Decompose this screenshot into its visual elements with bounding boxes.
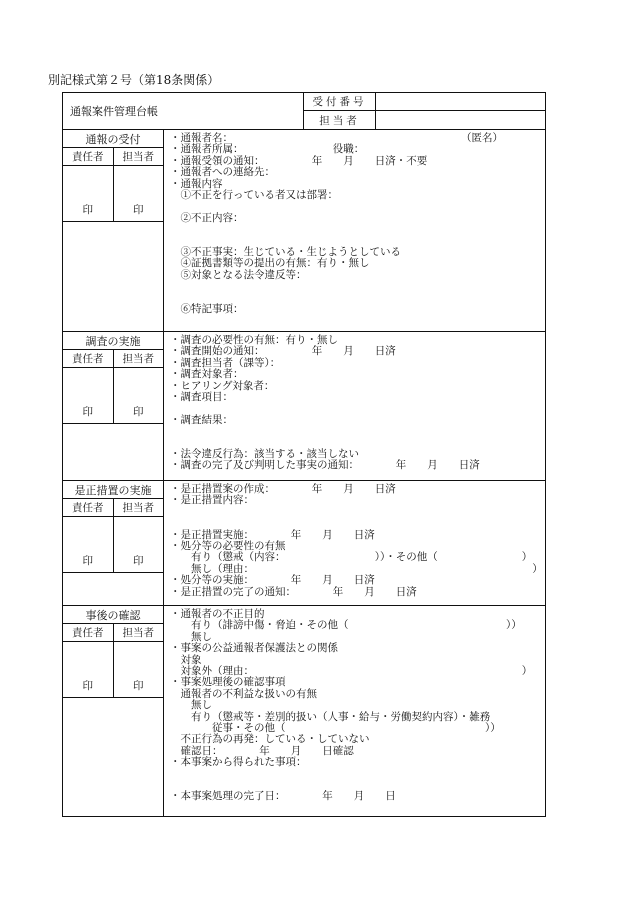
content-line: ・通報内容: [170, 177, 223, 190]
role-row: [63, 499, 163, 517]
role-row: [63, 148, 163, 166]
staff-label: 担当者: [122, 502, 154, 514]
ledger-title: 通報案件管理台帳: [63, 93, 304, 129]
content-line: ③不正事実：生じている・生じようとしている: [170, 246, 401, 258]
role-row: [63, 624, 163, 642]
content-line: ⑤対象となる法令違反等：: [170, 268, 307, 281]
section-title: 通報の受付: [63, 130, 163, 148]
content-line: ・通報者名：: [170, 132, 233, 144]
content-line: 不正行為の再発：している・していない: [170, 733, 370, 746]
manager-label: 責任者: [63, 499, 114, 516]
form-number-heading: 別記様式第２号（第18条関係）: [48, 73, 220, 87]
section-follow-up: [63, 606, 545, 816]
content-line: ・調査開始の通知： 年 月 日済: [170, 345, 396, 358]
manager-label: 責任者: [63, 148, 114, 165]
section-content: [164, 332, 545, 480]
content-line: ・ヒアリング対象者：: [170, 379, 275, 392]
staff-seal[interactable]: 印: [133, 680, 144, 692]
content-line: ・本事案処理の完了日： 年 月 日: [170, 790, 396, 803]
section-title: 事後の確認: [63, 606, 163, 624]
section-investigation: [63, 332, 545, 481]
content-line: ・調査の必要性の有無：有り・無し: [170, 334, 338, 346]
content-line: ①不正を行っている者又は部署：: [170, 189, 338, 201]
manager-seal[interactable]: 印: [63, 517, 114, 572]
content-line: ・是正措置実施： 年 月 日済: [170, 528, 375, 541]
content-line: ・処分等の必要性の有無: [170, 540, 286, 552]
seal-row: [63, 166, 163, 222]
content-line: 有り（誹謗中傷・脅迫・その他（ ））: [170, 619, 522, 632]
content-line: ・処分等の実施： 年 月 日済: [170, 574, 375, 587]
ledger-header-row: [63, 93, 545, 130]
content-line: ・調査項目：: [170, 391, 233, 403]
manager-label: 責任者: [63, 350, 114, 367]
content-line: 無し: [170, 630, 212, 643]
section-content: [164, 130, 545, 331]
receipt-number-field[interactable]: [376, 93, 545, 111]
section-content: [164, 481, 545, 605]
content-line: 確認日： 年 月 日確認: [170, 744, 354, 757]
content-line: ・通報者への連絡先：: [170, 166, 275, 179]
content-line: ・通報受領の通知： 年 月 日済・不要: [170, 154, 428, 167]
staff-label: 担当者: [122, 627, 154, 639]
manager-seal[interactable]: 印: [63, 642, 114, 697]
staff-seal[interactable]: 印: [133, 555, 144, 567]
content-line: ・本事案から得られた事項：: [170, 756, 307, 769]
content-line: ・調査結果：: [170, 413, 233, 426]
section-corrective-action: [63, 481, 545, 606]
content-line: 従事・その他（ ））: [170, 722, 501, 734]
content-line: ②不正内容：: [170, 211, 244, 224]
header-values: [376, 93, 545, 129]
person-in-charge-label: 担当者: [319, 114, 360, 127]
staff-label: 担当者: [122, 353, 154, 365]
approval-cell: [63, 332, 164, 480]
receipt-number-label: 受付番号: [304, 93, 375, 111]
anonymous-note: （匿名）: [461, 132, 503, 144]
approval-cell: [63, 606, 164, 816]
content-line: ⑥特記事項：: [170, 303, 244, 315]
content-line: 有り（懲戒（内容： ））・その他（ ）: [170, 551, 533, 564]
manager-seal[interactable]: 印: [63, 368, 114, 423]
section-content: [164, 606, 545, 816]
role-row: [63, 350, 163, 368]
content-line: ・事案の公益通報者保護法との関係: [170, 642, 338, 655]
approval-cell: [63, 130, 164, 331]
staff-seal[interactable]: 印: [133, 204, 144, 216]
content-line: ④証拠書類等の提出の有無：有り・無し: [170, 257, 370, 270]
person-in-charge-field[interactable]: [376, 111, 545, 129]
content-line: ・是正措置内容：: [170, 494, 254, 507]
content-line: 無し: [170, 699, 212, 712]
content-line: 無し（理由： ）: [170, 562, 543, 575]
manager-seal[interactable]: 印: [63, 166, 114, 221]
content-line: ・調査対象者：: [170, 368, 244, 381]
seal-row: [63, 642, 163, 698]
content-line: 対象外（理由： ）: [170, 665, 533, 677]
content-line: ・事案処理後の確認事項: [170, 676, 286, 689]
manager-label: 責任者: [63, 624, 114, 641]
staff-seal[interactable]: 印: [133, 406, 144, 418]
section-title: 調査の実施: [63, 332, 163, 350]
content-line: ・通報者所属： 役職：: [170, 143, 365, 156]
approval-cell: [63, 481, 164, 605]
case-ledger-table: [62, 92, 546, 817]
content-line: ・調査の完了及び判明した事実の通知： 年 月 日済: [170, 459, 480, 472]
section-title: 是正措置の実施: [63, 481, 163, 499]
content-line: ・通報者の不正目的: [170, 608, 265, 620]
content-line: 対象: [170, 653, 202, 666]
content-line: ・是正措置案の作成： 年 月 日済: [170, 483, 396, 495]
header-labels: [304, 93, 376, 129]
section-report-receipt: [63, 130, 545, 332]
seal-row: [63, 517, 163, 573]
content-line: 有り（懲戒等・差別的扱い（人事・給与・労働契約内容）・雑務: [170, 710, 491, 723]
seal-row: [63, 368, 163, 424]
staff-label: 担当者: [122, 151, 154, 163]
content-line: 通報者の不利益な扱いの有無: [170, 687, 317, 700]
content-line: ・是正措置の完了の通知： 年 月 日済: [170, 585, 417, 598]
content-line: ・調査担当者（課等）：: [170, 356, 281, 369]
content-line: ・法令違反行為：該当する・該当しない: [170, 448, 359, 460]
